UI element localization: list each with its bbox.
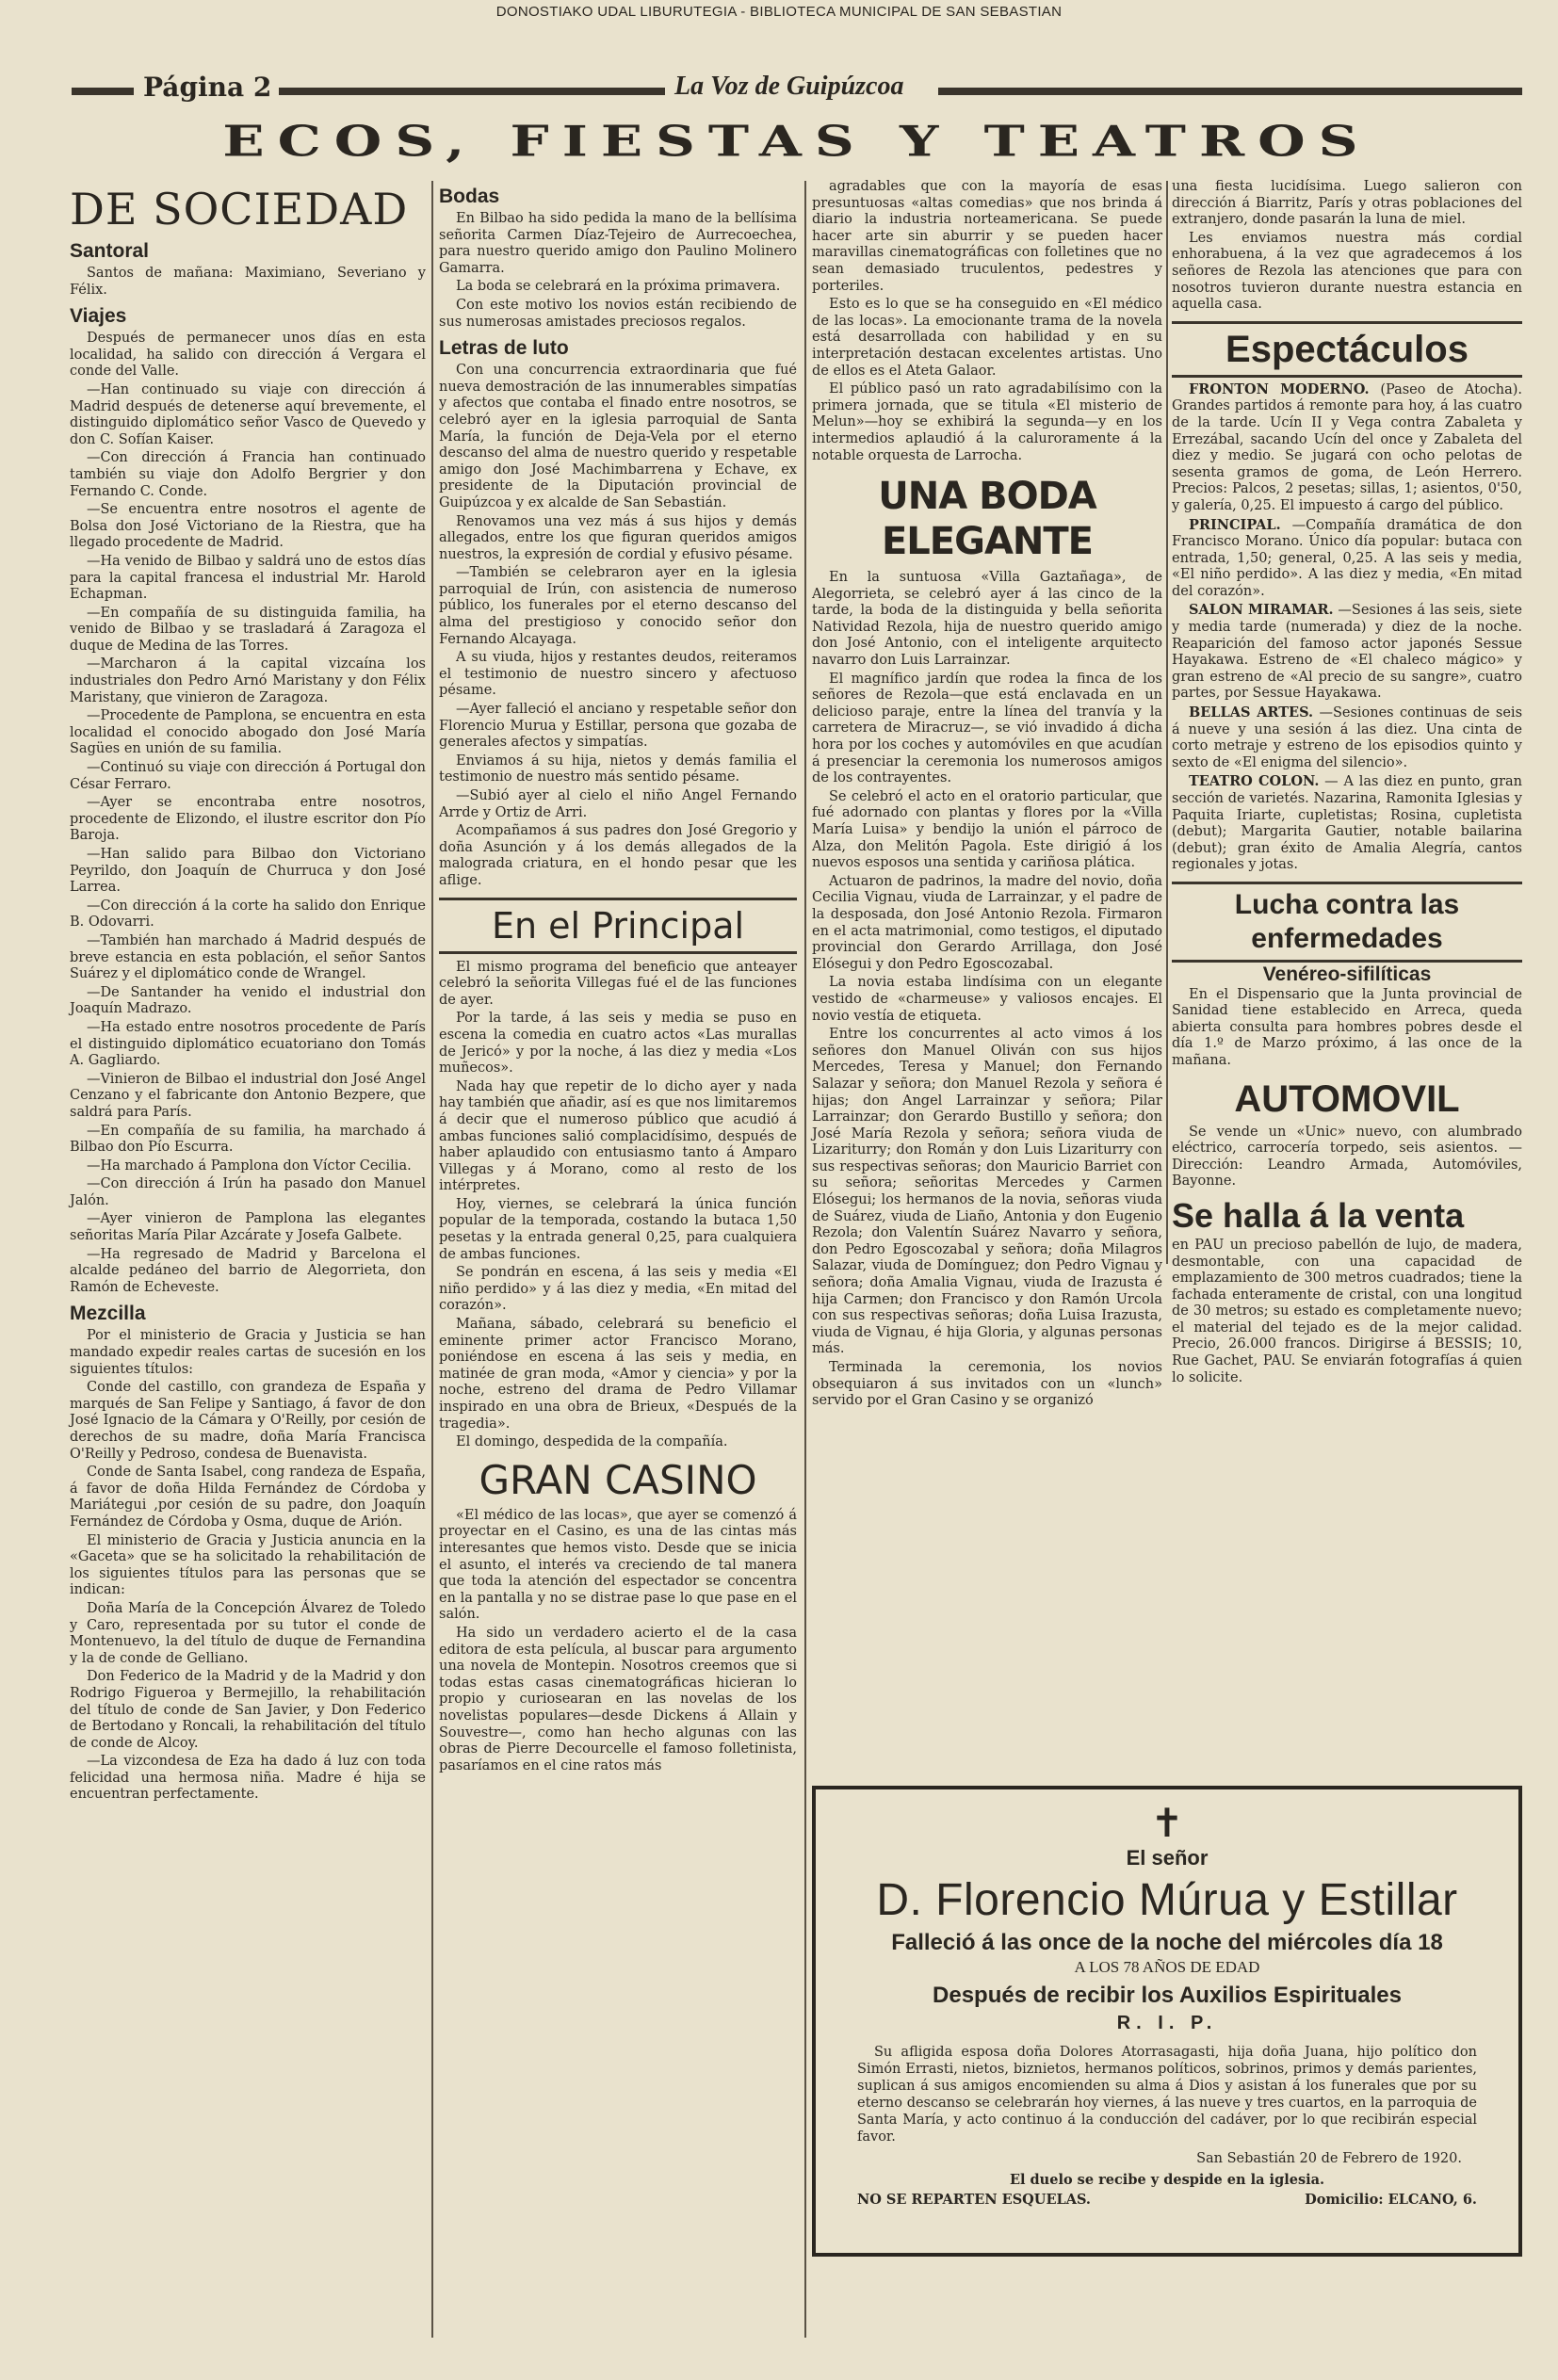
luto-item: —Ayer falleció el anciano y respetable señor don Florencio Murua y Estillar, persona que gozaba de generales afectos y simpatías. <box>439 702 797 751</box>
bodas-heading: Bodas <box>439 186 500 207</box>
viajes-item: —Procedente de Pamplona, se encuentra en esta localidad el conocido abogado don José María Sagües en unión de su familia. <box>70 708 426 757</box>
principal-item: Nada hay que repetir de lo dicho ayer y nada hay también que añadir, así es que nos limitaremos á decir que el numeroso público que acudió á ambas funciones salió complacidísimo, después de haber aplaudido con entusiasmo tanto á Amparo Villegas y á Morano, como al resto de los intérpretes. <box>439 1078 797 1194</box>
mezcla-item: Conde del castillo, con grandeza de España y marqués de San Felipe y Santiago, á favor de don José Ignacio de la Cámara y O'Reilly, por cesión de derechos de su madre, doña María Francisca O'Reilly y Pedroso, condesa de Buenavista. <box>70 1380 426 1462</box>
mezcla-heading: Mezcilla <box>70 1303 146 1325</box>
viajes-item: —Marcharon á la capital vizcaína los industriales don Pedro Arnó Maristany y don Félix Maristany, que vinieron de Zaragoza. <box>70 656 426 705</box>
shows-list <box>1172 381 1522 874</box>
luto-list <box>439 363 797 889</box>
page-number: Página 2 <box>143 72 272 103</box>
casino-heading: GRAN CASINO <box>479 1456 757 1503</box>
newspaper-name: La Voz de Guipúzcoa <box>674 72 904 101</box>
column-4 <box>1172 179 1523 1385</box>
column-2 <box>439 179 797 2336</box>
viajes-item: —Con dirección á Francia han continuado también su viaje don Adolfo Bergrier y don Fernando C. Conde. <box>70 450 426 499</box>
cross-icon: ✝ <box>1150 1800 1184 1846</box>
obituary-date: San Sebastián 20 de Febrero de 1920. <box>1196 2151 1462 2166</box>
society-heading: DE SOCIEDAD <box>70 184 409 235</box>
boda-item: Terminada la ceremonia, los novios obsequiaron á sus invitados con un «lunch» servido por el Gran Casino y se organizó <box>812 1360 1162 1409</box>
obituary-address: Domicilio: ELCANO, 6. <box>1305 2192 1477 2208</box>
luto-item: —Subió ayer al cielo el niño Angel Fernando Arrde y Ortiz de Arri. <box>439 788 797 820</box>
column-divider <box>804 181 806 2338</box>
boda-item: Entre los concurrentes al acto vimos á los señores don Manuel Oliván con sus hijos Mercedes, Teresa y Manuel; don Fernando Salazar y señora; don Manuel Rezola y señora é hijas; don Angel Larrainzar y señora; Pilar Larrainzar; don Gerardo Bustillo y señora; don José María Rezola y señora; señora viuda de Lizariturry; don Román y don Luis Lizariturry con sus respectivas señoras; don Mauricio Barriet con su señora; señoritas Mercedes y Carmen Elósegui; los hermanos de la novia, señoras viuda de Suárez, viuda de Liaño, Antonia y don Eugenio Rezola; don Valentín Suárez Navarro y señora, don Pedro Egoscozabal y señora; doña Milagros Salazar, viuda de Domínguez; don Pedro Vignau y señora; doña Amalia Vignau, viuda de Irazusta é hija Carmen; don Francisco y don Ramón Urcola con sus respectivas señoras; doña Luisa Irazusta, viuda de Vignau, é hija Gloria, y algunas personas más. <box>812 1027 1162 1357</box>
principal-item: Se pondrán en escena, á las seis y media «El niño perdido» y á las diez y media, «En mitad del corazón». <box>439 1265 797 1314</box>
venta-text: en PAU un precioso pabellón de lujo, de madera, desmontable, con una capacidad de emplazamiento de 300 metros cuadrados; tiene la fachada enteramente de cristal, con una longitud de 30 metros; su estado es completamente nuevo; el material del tejado es de la mejor calidad. Precio, 26.000 francos. Dirigirse á BESSIS; 10, Rue Gachet, PAU. Se enviarán fotografías á quien lo solicite. <box>1172 1237 1522 1385</box>
obituary-no-cards: NO SE REPARTEN ESQUELAS. <box>857 2192 1091 2208</box>
obituary-died: Falleció á las once de la noche del miércoles día 18 <box>891 1930 1443 1955</box>
viajes-item: —Ha estado entre nosotros procedente de París el distinguido diplomático ecuatoriano don Tomás A. Gagliardo. <box>70 1019 426 1069</box>
viajes-item: —Ha marchado á Pamplona don Víctor Cecilia. <box>87 1158 412 1174</box>
venta-heading: Se halla á la venta <box>1172 1195 1465 1235</box>
mezcla-item: Doña María de la Concepción Álvarez de Toledo y Caro, representada por su tutor el conde de Montenuevo, la del título de duque de Fernandina y la de conde de Gelliano. <box>70 1600 426 1666</box>
column-divider <box>1166 181 1168 1264</box>
show-details: (Paseo de Atocha). Grandes partidos á remonte para hoy, á las cuatro de la tarde. Ucín II y Vega contra Zabaleta y Errezábal, sacando Ucín del once y Zabaleta del diez y medio. Se jugará con ocho pelotas de sesenta gramos de goma, de León Herrero. Precios: Palcos, 2 pesetas; sillas, 1; asientos, 0'50, y galería, 0,25. El impuesto á cargo del público. <box>1172 381 1522 513</box>
viajes-item: —En compañía de su familia, ha marchado á Bilbao don Pío Escurra. <box>70 1123 426 1156</box>
casino-item: «El médico de las locas», que ayer se comenzó á proyectar en el Casino, es una de las cintas más interesantes que hemos visto. Desde que se inicia el asunto, el interés va creciendo de tal manera que toda la atención del espectador se concentra en la pantalla y no se distrae pase lo que pase en el salón. <box>439 1507 797 1623</box>
boda-list <box>812 570 1162 1410</box>
obituary-name: D. Florencio Múrua y Estillar <box>876 1875 1458 1925</box>
boda-item: La novia estaba lindísima con un elegante vestido de «charmeuse» y valiosos encajes. El novio vestía de etiqueta. <box>812 975 1162 1024</box>
lucha-subheading: Venéreo-sifilíticas <box>1262 963 1432 985</box>
casino-continued <box>812 179 1162 464</box>
santoral-text: Santos de mañana: Maximiano, Severiano y Félix. <box>70 266 426 298</box>
show-venue: FRONTON MODERNO. <box>1189 380 1370 397</box>
bodas-list <box>439 211 797 331</box>
principal-item: Por la tarde, á las seis y media se puso en escena la comedia en cuatro actos «Las murallas de Jericó» y por la noche, á las diez y media «Los muñecos». <box>439 1011 797 1077</box>
show-venue: SALON MIRAMAR. <box>1189 602 1334 619</box>
santoral-heading: Santoral <box>70 240 150 262</box>
obituary-sacraments: Después de recibir los Auxilios Espirituales <box>933 1983 1402 2008</box>
casino-item: Ha sido un verdadero acierto el de la casa editora de esta película, al buscar para argumento una novela de Montepin. Nosotros creemos que si todas estas casas cinematográficas hicieran lo propio y curiosearan en las novelas de los novelistas populares—desde Dickens á Allain y Souvestre—, como han hecho algunas con las obras de Pierre Decourcelle el famoso folletinista, pasaríamos en el cine ratos más <box>439 1625 797 1773</box>
viajes-item: —Ayer vinieron de Pamplona las elegantes señoritas María Pilar Azcárate y Josefa Galbete. <box>70 1211 426 1244</box>
mezcla-item: Conde de Santa Isabel, cong randeza de España, á favor de doña Hilda Fernández de Córdoba y Mariátegui ,por cesión de su padre, don Joaquín Fernández de Córdoba y Osma, duque de Arión. <box>70 1465 426 1530</box>
show-details: —Sesiones á las seis, siete y media tarde (numerada) y diez de la noche. Reaparición del famoso actor japonés Sessue Hayakawa. Estreno de «El chaleco mágico» y gran estreno de «Al precio de su sangre», cuatro partes, por Sessue Hayakawa. <box>1172 603 1522 702</box>
obituary-lead: El señor <box>1126 1846 1209 1870</box>
viajes-item: —Con dirección á la corte ha salido don Enrique B. Odovarri. <box>70 898 426 931</box>
lucha-text: En el Dispensario que la Junta provincial de Sanidad tiene establecido en Arreca, queda abierta consulta para hombres pobres desde el día 1.º de Marzo próximo, á las once de la mañana. <box>1172 986 1522 1068</box>
header-rule-mid-left <box>279 88 665 95</box>
boda-item: Se celebró el acto en el oratorio particular, que fué adornado con plantas y flores por la «Villa María Luisa» y bendijo la unión el párroco de Alza, don Melitón Pagola. Este dirigió á los nuevos esposos una sentida y cariñosa plática. <box>812 788 1162 871</box>
luto-item: Con una concurrencia extraordinaria que fué nueva demostración de las innumerables simpatías y afectos que contaba el finado entre nosotros, se celebró ayer en la iglesia parroquial de Santa María, la función de Deja-Vela por el eterno descanso del alma de nuestro querido y respetable amigo don José Machimbarrena y Echave, ex presidente de la Diputación provincial de Guipúzcoa y ex alcalde de San Sebastián. <box>439 363 797 510</box>
viajes-item: —Han continuado su viaje con dirección á Madrid después de detenerse aquí brevemente, el distinguido diplomático señor Vasco de Quevedo y don C. Sofían Kaiser. <box>70 381 426 447</box>
viajes-item: —De Santander ha venido el industrial don Joaquín Madrazo. <box>70 984 426 1017</box>
boda-item: El magnífico jardín que rodea la finca de los señores de Rezola—que está enclavada en un delicioso paraje, entre la línea del tranvía y la carretera de Miracruz—, se vió invadido á dicha hora por los coches y automóviles en que acudían á presenciar la ceremonia los numerosos amigos de los contrayentes. <box>812 671 1162 786</box>
show-details: —Sesiones continuas de seis á nueve y una sesión á las diez. Una cinta de corto metraje y estreno de los episodios quinto y sexto de «El enigma del silencio». <box>1172 705 1523 770</box>
casino-continued-item: Esto es lo que se ha conseguido en «El médico de las locas». La emocionante trama de la novela está desarrollada con habilidad y en su interpretación destacan excelentes artistas. Uno de ellos es el Ateta Galaor. <box>812 297 1162 379</box>
principal-item: El domingo, despedida de la compañía. <box>456 1434 728 1450</box>
automovil-heading: AUTOMOVIL <box>1234 1077 1460 1120</box>
viajes-heading: Viajes <box>70 305 127 328</box>
luto-item: A su viuda, hijos y restantes deudos, reiteramos el testimonio de nuestro sincero y afectuoso pésame. <box>439 650 797 699</box>
column-1 <box>70 179 426 2336</box>
boda-continued: una fiesta lucidísima. Luego salieron con dirección á Biarritz, París y otras poblaciones del extranjero, donde pasarán la luna de miel. <box>1172 179 1522 228</box>
mezcla-item: Don Federico de la Madrid y de la Madrid y don Rodrigo Figueroa y Bermejillo, la rehabilitación del título de conde de San Javier, y Don Federico de Bertodano y Roncali, la rehabilitación del título de conde de Alcoy. <box>70 1669 426 1751</box>
viajes-list <box>70 331 426 1296</box>
show-listing <box>1172 704 1522 771</box>
mezcla-item: El ministerio de Gracia y Justicia anuncia en la «Gaceta» que se ha solicitado la rehabilitación de los siguientes títulos para las personas que se indican: <box>70 1532 426 1598</box>
principal-item: El mismo programa del beneficio que anteayer celebró la señorita Villegas fué el de las funciones de ayer. <box>439 959 797 1008</box>
espectaculos-heading: Espectáculos <box>1172 321 1522 378</box>
lucha-heading: Lucha contra las enfermedades <box>1172 882 1522 963</box>
header-rule-right <box>938 88 1522 95</box>
viajes-item: —Ha regresado de Madrid y Barcelona el alcalde pedáneo del barrio de Alegorrieta, don Ramón de Echeveste. <box>70 1246 426 1295</box>
obituary-footer <box>857 2192 1477 2208</box>
luto-item: Acompañamos á sus padres don José Gregorio y doña Asunción y á los demás allegados de la malograda criatura, en el hondo pesar que les aflige. <box>439 823 797 888</box>
principal-item: Mañana, sábado, celebrará su beneficio el eminente primer actor Francisco Morano, poniéndose en escena á las seis y media, en matinée de gran moda, «Amor y ciencia» y por la noche, estreno del drama de Pedro Villamar inspirado en una obra de Brieux, «Después de la tragedia». <box>439 1317 797 1432</box>
show-venue: BELLAS ARTES. <box>1189 704 1314 721</box>
luto-item: —También se celebraron ayer en la iglesia parroquial de Irún, con asistencia de numeroso público, los funerales por el eterno descanso del alma del prestigioso y conocido señor don Fernando Alcayaga. <box>439 565 797 647</box>
casino-list <box>439 1508 797 1775</box>
obituary-notice <box>812 1786 1522 2257</box>
boda-item: Actuaron de padrinos, la madre del novio, doña Cecilia Vignau, viuda de Larrainzar, y el padre de la desposada, don José Antonio Rezola. Firmaron en el acta matrimonial, como testigos, el diputado provincial don Gerardo Arrillaga, don José Elósegui y don Pedro Egoscozabal. <box>812 873 1162 972</box>
automovil-text: Se vende un «Unic» nuevo, con alumbrado eléctrico, carrocería torpedo, seis asientos. — Dirección: Leandro Armada, Automóviles, Bayonne. <box>1172 1124 1522 1190</box>
obituary-mourning: El duelo se recibe y despide en la iglesia. <box>1009 2172 1325 2188</box>
viajes-item: —Con dirección á Irún ha pasado don Manuel Jalón. <box>70 1176 426 1208</box>
show-venue: TEATRO COLON. <box>1189 773 1320 790</box>
boda-item: En la suntuosa «Villa Gaztañaga», de Alegorrieta, se celebró ayer á las cinco de la tarde, la boda de la distinguida y bella señorita Natividad Rezola, hija de nuestro querido amigo don José Antonio, con el inteligente arquitecto navarro don Luis Larrainzar. <box>812 570 1162 669</box>
bodas-item: En Bilbao ha sido pedida la mano de la bellísima señorita Carmen Díaz-Tejeiro de Aurrecoechea, para nuestro querido amigo don Paulino Molinero Gamarra. <box>439 211 797 276</box>
boda-heading: UNA BODA ELEGANTE <box>878 475 1096 564</box>
viajes-item: —Ayer se encontraba entre nosotros, procedente de Elizondo, el ilustre escritor don Pío Baroja. <box>70 795 426 844</box>
viajes-item: —Ha venido de Bilbao y saldrá uno de estos días para la capital francesa el industrial Mr. Harold Echapman. <box>70 553 426 603</box>
luto-heading: Letras de luto <box>439 337 569 360</box>
viajes-item: —Han salido para Bilbao don Victoriano Peyrildo, don Joaquín de Churruca y don José Larrea. <box>70 847 426 896</box>
viajes-item: Después de permanecer unos días en esta localidad, ha salido con dirección á Vergara el conde del Valle. <box>70 331 426 380</box>
obituary-body: Su afligida esposa doña Dolores Atorrasagasti, hija doña Juana, hijo político don Simón Errasti, nietos, biznietos, hermanos políticos, sobrinos, primos y demás parientes, suplican á sus amigos encomienden su alma á Dios y asistan á los funerales que por su eterno descanso se celebrarán hoy viernes, á las nueve y tres cuartos, en la parroquia de Santa María, y acto continuo á la conducción del cadáver, por lo que recibirán especial favor. <box>857 2045 1477 2145</box>
viajes-item: —En compañía de su distinguida familia, ha venido de Bilbao y se trasladará á Zaragoza el duque de Medina de las Torres. <box>70 605 426 654</box>
show-listing <box>1172 773 1522 874</box>
mezcla-item: Por el ministerio de Gracia y Justicia se han mandado expedir reales cartas de sucesión en los siguientes títulos: <box>70 1328 426 1377</box>
column-divider <box>431 181 433 2338</box>
show-listing <box>1172 602 1522 703</box>
viajes-item: —Continuó su viaje con dirección á Portugal don César Ferraro. <box>70 760 426 792</box>
show-details: — A las diez en punto, gran sección de varietés. Nazarina, Ramonita Iglesias y Paquita Iriarte, cupletistas; Rosina, cupletista (debut); Margarita Gautier, notable bailarina (debut); gran éxito de Amalia Alegría, cantos regionales y jotas. <box>1172 774 1522 873</box>
luto-item: Enviamos á su hija, nietos y demás familia el testimonio de nuestro más sentido pésame. <box>439 753 797 785</box>
viajes-item: —También han marchado á Madrid después de breve estancia en esta población, el señor Santos Suárez y el diplomático conde de Wrangel. <box>70 932 426 982</box>
bodas-item: La boda se celebrará en la próxima primavera. <box>456 279 781 295</box>
page-header <box>72 72 1522 104</box>
mezcla-list <box>70 1328 426 1804</box>
principal-list <box>439 960 797 1451</box>
obituary-rip: R. I. P. <box>1116 2013 1218 2033</box>
show-venue: PRINCIPAL. <box>1189 516 1281 533</box>
section-title: ECOS, FIESTAS Y TEATROS <box>222 116 1371 167</box>
mezcla-item: —La vizcondesa de Eza ha dado á luz con toda felicidad una hermosa niña. Madre é hija se encuentran perfectamente. <box>70 1754 426 1803</box>
library-banner: DONOSTIAKO UDAL LIBURUTEGIA - BIBLIOTECA MUNICIPAL DE SAN SEBASTIAN <box>495 4 1063 20</box>
principal-heading: En el Principal <box>439 898 797 954</box>
show-details: —Compañía dramática de don Francisco Morano. Único día popular: butaca con entrada, 1,50; general, 0,25. A las seis y media, «El niño perdido». A las diez y media, «En mitad del corazón». <box>1172 517 1522 599</box>
principal-item: Hoy, viernes, se celebrará la única función popular de la temporada, costando la butaca 1,50 pesetas y la entrada general 0,25, para cualquiera de ambas funciones. <box>439 1196 797 1262</box>
show-listing <box>1172 381 1522 515</box>
viajes-item: —Vinieron de Bilbao el industrial don José Angel Cenzano y el fabricante don Antonio Bezpere, que saldrá para París. <box>70 1071 426 1120</box>
show-listing <box>1172 517 1522 601</box>
obituary-age: A LOS 78 AÑOS DE EDAD <box>1074 1958 1260 1976</box>
viajes-item: —Se encuentra entre nosotros el agente de Bolsa don José Victoriano de la Riestra, que ha llegado procedente de Madrid. <box>70 502 426 551</box>
casino-continued-item: agradables que con la mayoría de esas presuntuosas «altas comedias» que nos brinda á diario la industria norteamericana. Se puede hacer arte sin aburrir y se pueden hacer maravillas cinematográficas con folletines que no sean demasiado truculentos, pedestres y porteriles. <box>812 179 1162 294</box>
luto-item: Renovamos una vez más á sus hijos y demás allegados, entre los que figuran queridos amigos nuestros, la expresión de cordial y efusivo pésame. <box>439 513 797 562</box>
boda-thanks: Les enviamos nuestra más cordial enhorabuena, á la vez que agradecemos á los señores de Rezola las atenciones que para con nosotros tuvieron durante nuestra estancia en aquella casa. <box>1172 230 1522 313</box>
bodas-item: Con este motivo los novios están recibiendo de sus numerosas amistades preciosos regalos. <box>439 297 797 330</box>
casino-continued-item: El público pasó un rato agradabilísimo con la primera jornada, que se titula «El misterio de Melun»—hoy se exhibirá la segunda—y en los intermedios aplaudió á la caluroramente á la notable orquesta de Larrocha. <box>812 381 1162 463</box>
header-rule-left <box>72 88 134 95</box>
column-3 <box>812 179 1162 1409</box>
